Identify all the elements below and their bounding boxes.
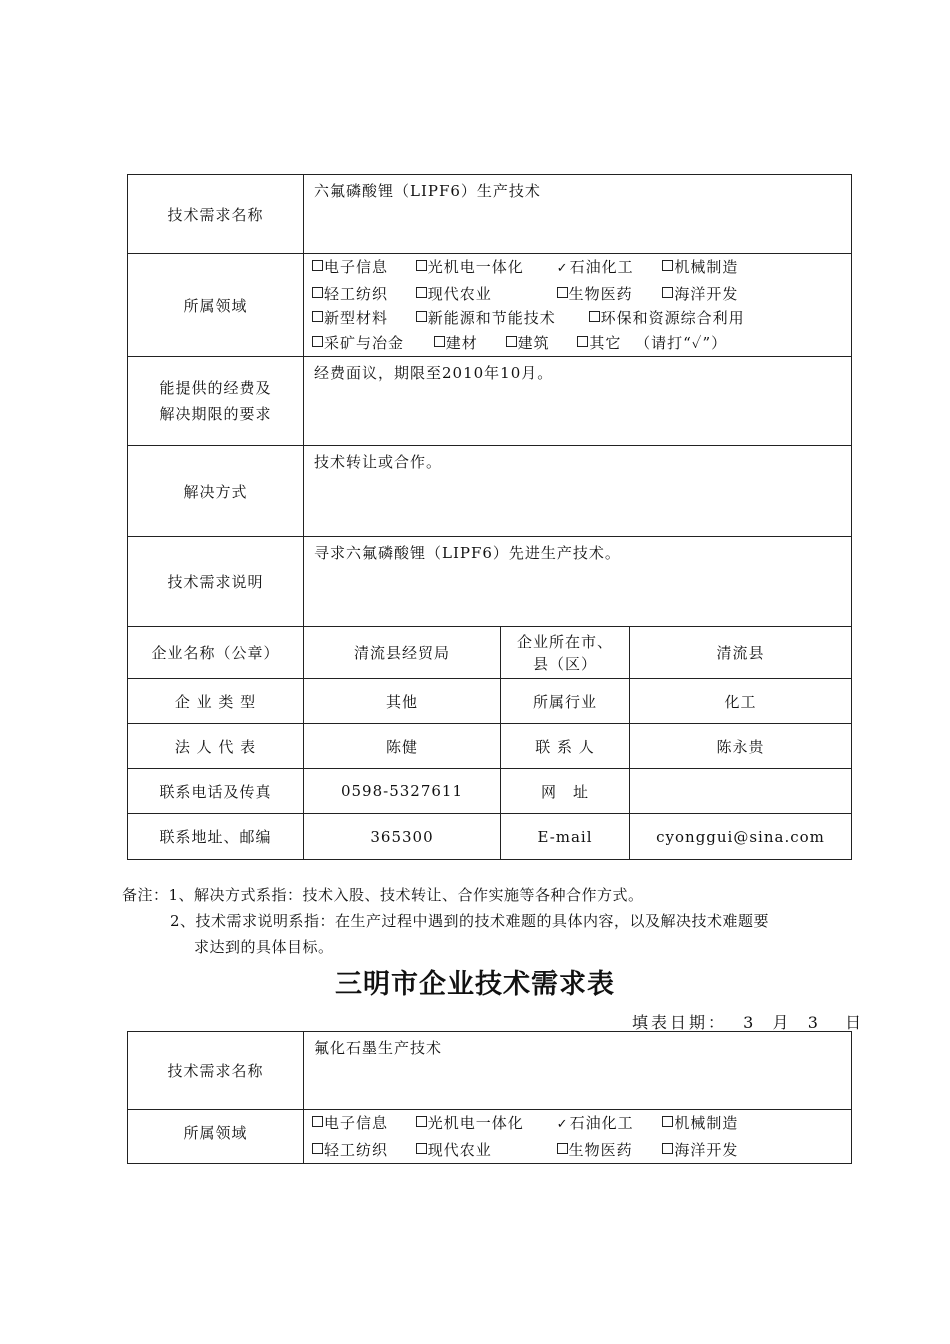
legal-label: 法 人 代 表 [128,724,304,769]
checkbox-icon [416,260,427,271]
row-legal [128,724,852,769]
option-optomechatronics[interactable]: 光机电一体化 [416,255,551,280]
option-ocean[interactable]: 海洋开发 [662,1138,738,1163]
checkbox-icon [312,311,323,322]
field-row-2 [312,1138,843,1163]
option-agriculture[interactable]: 现代农业 [416,282,551,307]
industry-label: 所属行业 [501,679,630,724]
checkbox-icon [577,336,588,347]
type-value: 其他 [304,679,501,724]
checkbox-icon [416,1116,427,1127]
website-label: 网 址 [501,769,630,814]
city-label: 企业所在市、 县（区） [501,627,630,679]
field-label-2: 所属领域 [128,1110,304,1164]
checkmark-icon: ✓ [556,261,569,276]
legal-value: 陈健 [304,724,501,769]
option-ocean[interactable]: 海洋开发 [662,282,738,307]
website-value [630,769,852,814]
checkbox-icon [416,287,427,298]
checkbox-icon [312,260,323,271]
type-label: 企 业 类 型 [128,679,304,724]
checkmark-icon: ✓ [556,1117,569,1132]
row-phone [128,769,852,814]
email-value: cyonggui@sina.com [630,814,852,860]
option-optomechatronics[interactable]: 光机电一体化 [416,1111,551,1136]
checkbox-icon [312,1116,323,1127]
field-row-1 [312,1111,843,1138]
option-electronics[interactable]: 电子信息 [312,255,410,280]
field-options-2 [304,1110,852,1164]
checkbox-icon [312,287,323,298]
note-line-1: 备注：1、解决方式系指：技术入股、技术转让、合作实施等各种合作方式。 [122,886,644,904]
company-value: 清流县经贸局 [304,627,501,679]
checkbox-icon [312,336,323,347]
field-note: （请打“✓”） [635,333,728,352]
row-method [128,446,852,537]
option-environment[interactable]: 环保和资源综合利用 [589,306,745,331]
option-textile[interactable]: 轻工纺织 [312,282,410,307]
row-field-2 [128,1110,852,1164]
method-value: 技术转让或合作。 [304,446,852,537]
checkbox-icon [662,287,673,298]
row-field [128,254,852,357]
field-row-3 [312,306,843,331]
option-building-materials[interactable]: 建材 [434,331,500,356]
checkbox-icon [434,336,445,347]
row-address [128,814,852,860]
checkbox-icon [416,311,427,322]
checkbox-icon [662,260,673,271]
industry-value: 化工 [630,679,852,724]
fill-date: 填表日期： 3 月 3 日 [632,1013,865,1032]
row-description [128,537,852,627]
tech-demand-table-1 [127,174,852,860]
demand-name-label: 技术需求名称 [128,175,304,254]
option-new-energy[interactable]: 新能源和节能技术 [416,306,583,331]
address-label: 联系地址、邮编 [128,814,304,860]
description-label: 技术需求说明 [128,537,304,627]
contact-value: 陈永贵 [630,724,852,769]
note-line-2: 2、技术需求说明系指：在生产过程中遇到的技术难题的具体内容，以及解决技术难题要 [170,912,770,930]
email-label: E-mail [501,814,630,860]
demand-name-value: 六氟磷酸锂（LIPF6）生产技术 [304,175,852,254]
budget-label: 能提供的经费及 解决期限的要求 [128,357,304,446]
option-other[interactable]: 其它 [577,331,629,356]
method-label: 解决方式 [128,446,304,537]
row-demand-name [128,175,852,254]
tech-demand-table-2 [127,1031,852,1164]
option-petrochemical[interactable]: ✓石油化工 [557,255,657,282]
checkbox-icon [557,287,568,298]
field-row-1 [312,255,843,282]
checkbox-icon [416,1143,427,1154]
option-new-materials[interactable]: 新型材料 [312,306,410,331]
option-machinery[interactable]: 机械制造 [662,1111,738,1136]
option-construction[interactable]: 建筑 [506,331,572,356]
checkbox-icon [662,1116,673,1127]
page-title: 三明市企业技术需求表 [335,969,615,1000]
field-row-2 [312,282,843,307]
option-electronics[interactable]: 电子信息 [312,1111,410,1136]
option-textile[interactable]: 轻工纺织 [312,1138,410,1163]
row-company [128,627,852,679]
description-value: 寻求六氟磷酸锂（LIPF6）先进生产技术。 [304,537,852,627]
phone-value: 0598-5327611 [304,769,501,814]
field-row-4 [312,331,843,356]
checkbox-icon [589,311,600,322]
postcode-value: 365300 [304,814,501,860]
note-line-3: 求达到的具体目标。 [194,938,334,956]
notes [122,882,769,960]
option-agriculture[interactable]: 现代农业 [416,1138,551,1163]
option-biomedicine[interactable]: 生物医药 [557,1138,657,1163]
checkbox-icon [506,336,517,347]
option-mining[interactable]: 采矿与冶金 [312,331,428,356]
row-type [128,679,852,724]
demand-name-value-2: 氟化石墨生产技术 [304,1032,852,1110]
field-options [304,254,852,357]
city-value: 清流县 [630,627,852,679]
phone-label: 联系电话及传真 [128,769,304,814]
checkbox-icon [662,1143,673,1154]
row-budget [128,357,852,446]
row-demand-name-2 [128,1032,852,1110]
contact-label: 联 系 人 [501,724,630,769]
option-biomedicine[interactable]: 生物医药 [557,282,657,307]
checkbox-icon [557,1143,568,1154]
option-petrochemical[interactable]: ✓石油化工 [557,1111,657,1138]
option-machinery[interactable]: 机械制造 [662,255,738,280]
demand-name-label-2: 技术需求名称 [128,1032,304,1110]
field-label: 所属领域 [128,254,304,357]
checkbox-icon [312,1143,323,1154]
company-label: 企业名称（公章） [128,627,304,679]
budget-value: 经费面议，期限至2010年10月。 [304,357,852,446]
